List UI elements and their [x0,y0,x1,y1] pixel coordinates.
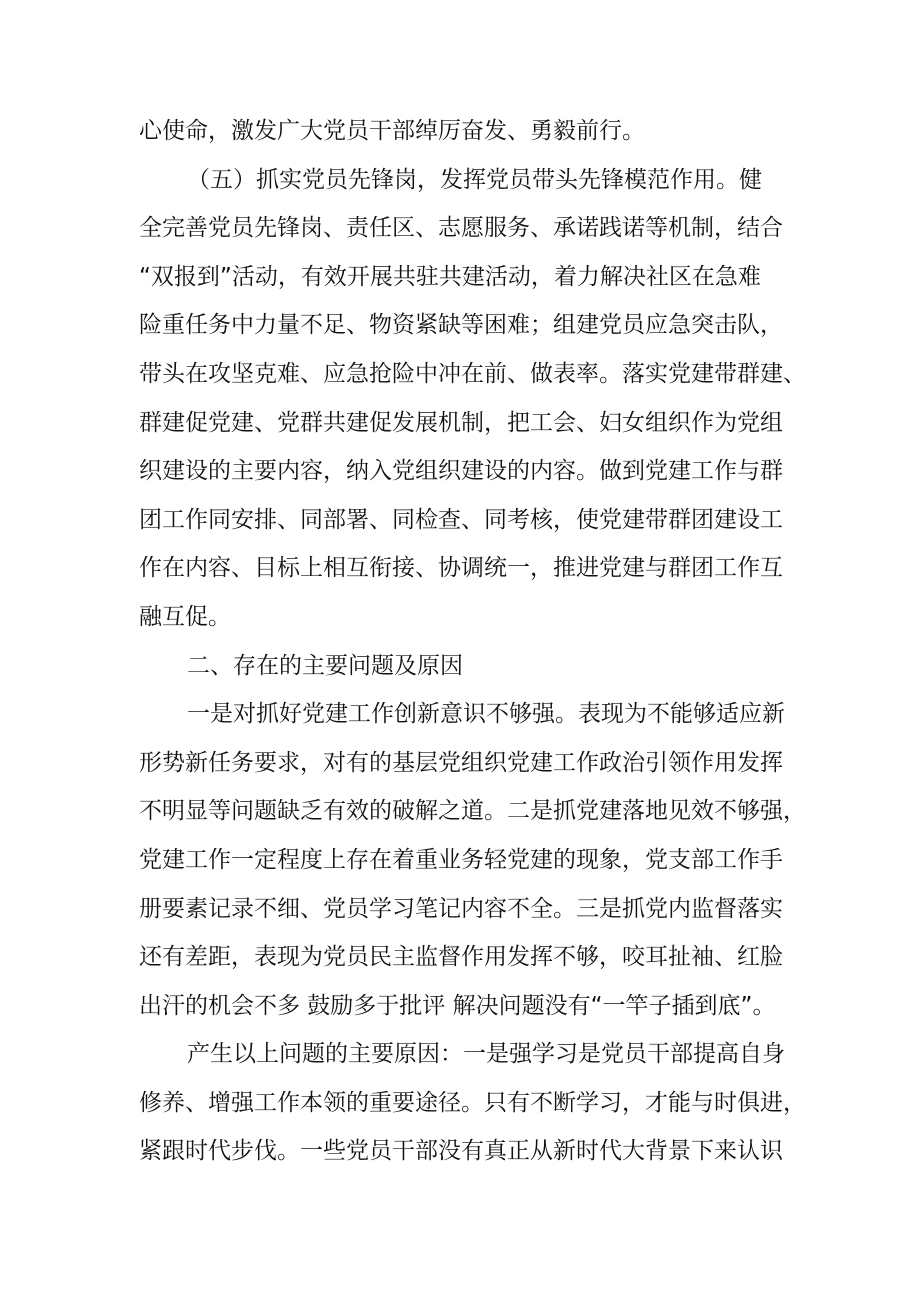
text-line: 出汗的机会不多 鼓励多于批评 解决问题没有“一竿子插到底”。 [139,992,776,1019]
text-line: 心使命，激发广大党员干部绰厉奋发、勇毅前行。 [139,118,645,144]
text-line: “双报到”活动，有效开展共驻共建活动，着力解决社区在急难 [139,263,761,290]
text-line: 带头在攻坚克难、应急抢险中冲在前、做表率。落实党建带群建、 [139,360,806,387]
text-line: 不明显等问题缺乏有效的破解之道。二是抓党建落地见效不够强， [139,798,806,825]
text-line: 还有差距，表现为党员民主监督作用发挥不够，咬耳扯袖、红脸 [139,944,783,971]
text-line: 党建工作一定程度上存在着重业务轻党建的现象，党支部工作手 [139,846,783,873]
text-line: 作在内容、目标上相互衔接、协调统一，推进党建与群团工作互 [139,555,783,582]
text-line: 全完善党员先锋岗、责任区、志愿服务、承诺践诺等机制，结合 [139,215,783,242]
text-line: 织建设的主要内容，纳入党组织建设的内容。做到党建工作与群 [139,458,783,485]
text-line: 融互促。 [139,603,231,630]
body-text [139,107,806,1176]
paragraph-start: 一是对抓好党建工作创新意识不够强。表现为不能够适应新 [187,701,785,728]
section-heading-5: （五）抓实党员先锋岗，发挥党员带头先锋模范作用。健 [187,166,762,193]
section-heading-2: 二、存在的主要问题及原因 [187,652,463,679]
text-line: 险重任务中力量不足、物资紧缺等困难；组建党员应急突击队， [139,312,783,339]
text-line: 团工作同安排、同部署、同检查、同考核，使党建带群团建设工 [139,506,783,533]
text-line: 形势新任务要求，对有的基层党组织党建工作政治引领作用发挥 [139,749,783,776]
text-line: 修养、增强工作本领的重要途径。只有不断学习，才能与时俱进， [139,1089,806,1116]
text-line: 册要素记录不细、党员学习笔记内容不全。三是抓党内监督落实 [139,895,783,922]
paragraph-start: 产生以上问题的主要原因：一是强学习是党员干部提高自身 [187,1041,785,1068]
text-line: 群建促党建、党群共建促发展机制，把工会、妇女组织作为党组 [139,409,783,436]
text-line: 紧跟时代步伐。一些党员干部没有真正从新时代大背景下来认识 [139,1138,783,1165]
